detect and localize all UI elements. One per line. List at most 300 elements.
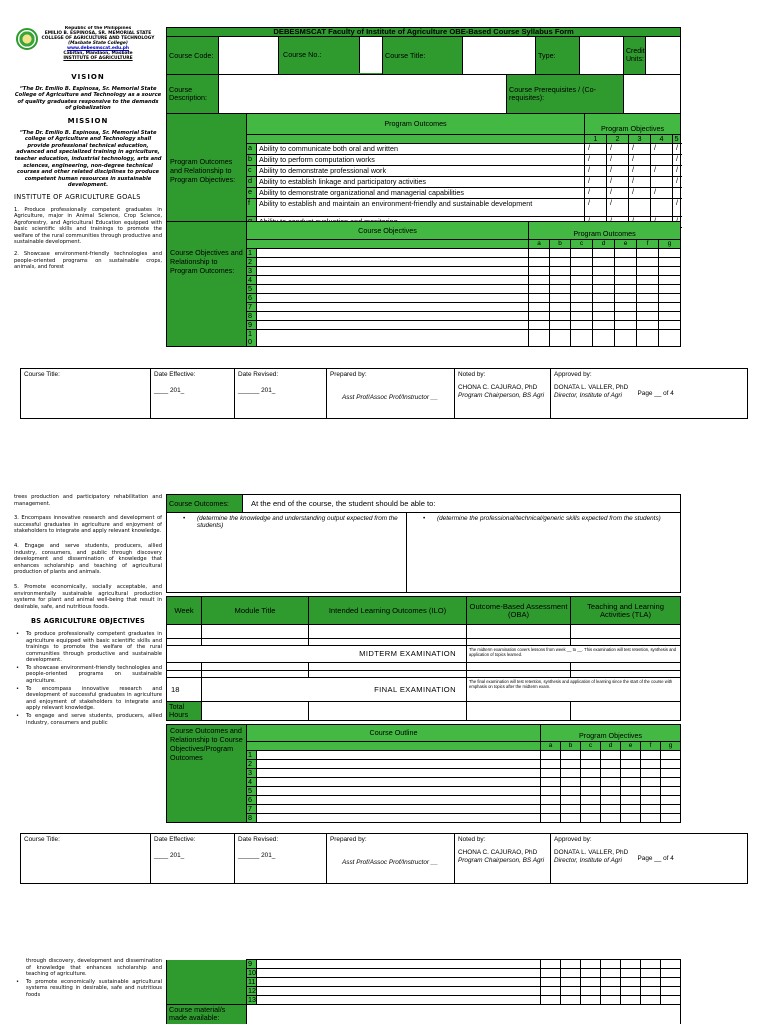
outcome-objective-mark[interactable]: /: [673, 177, 681, 188]
outline-objective-cell[interactable]: [661, 805, 681, 814]
outline-objective-cell[interactable]: [601, 778, 621, 787]
co-outcome-cell[interactable]: [571, 303, 593, 312]
outcome-objective-mark[interactable]: /: [607, 199, 629, 217]
co-outcome-cell[interactable]: [659, 285, 681, 294]
outline-field[interactable]: [257, 796, 541, 805]
co-outcome-cell[interactable]: [593, 267, 615, 276]
outline-objective-cell[interactable]: [541, 996, 561, 1005]
final-label: FINAL EXAMINATION: [202, 678, 467, 702]
co-outcome-cell[interactable]: [593, 303, 615, 312]
co-outcome-cell[interactable]: [593, 294, 615, 303]
course-objective-field[interactable]: [257, 303, 529, 312]
co-outcome-cell[interactable]: [529, 276, 550, 285]
outline-objective-letter: c: [581, 742, 601, 751]
outline-objective-cell[interactable]: [581, 787, 601, 796]
outline-objective-cell[interactable]: [661, 960, 681, 969]
outline-objective-cell[interactable]: [661, 969, 681, 978]
co-outcome-cell[interactable]: [659, 267, 681, 276]
outline-objective-cell[interactable]: [561, 778, 581, 787]
course-objectives-header: Course Objectives: [247, 222, 529, 240]
outline-field[interactable]: [257, 987, 541, 996]
outline-objective-cell[interactable]: [661, 760, 681, 769]
outline-objective-cell[interactable]: [561, 987, 581, 996]
outline-objective-cell[interactable]: [641, 796, 661, 805]
co-outcome-cell[interactable]: [637, 258, 659, 267]
outline-objective-cell[interactable]: [641, 751, 661, 760]
outcome-letter: b: [247, 155, 257, 166]
outline-objective-cell[interactable]: [621, 805, 641, 814]
outcome-objective-mark[interactable]: /: [673, 166, 681, 177]
form-title: DEBESMSCAT Faculty of Institute of Agriculture OBE-Based Course Syllabus Form: [167, 28, 681, 37]
vision-text: “The Dr. Emilio B. Espinosa, Sr. Memorial State College of Agriculture and Technology as a source of quality graduates responsive to the demands of globalization: [14, 85, 162, 112]
course-objective-field[interactable]: [257, 249, 529, 258]
co-outcome-cell[interactable]: [550, 285, 571, 294]
course-objective-field[interactable]: [257, 276, 529, 285]
co-outcome-cell[interactable]: [529, 303, 550, 312]
outcome-objective-mark[interactable]: /: [673, 144, 681, 155]
outline-field[interactable]: [257, 960, 541, 969]
outline-objective-cell[interactable]: [641, 760, 661, 769]
course-objective-number: 4: [247, 276, 257, 285]
co-outcome-cell[interactable]: [550, 249, 571, 258]
co-outcome-cell[interactable]: [615, 285, 637, 294]
website-link[interactable]: www.debesmscat.edu.ph: [66, 46, 130, 51]
outline-objective-cell[interactable]: [601, 987, 621, 996]
outline-objective-cell[interactable]: [621, 787, 641, 796]
outline-objective-cell[interactable]: [561, 814, 581, 823]
sidebar-page-1: [14, 26, 162, 364]
outline-objective-cell[interactable]: [601, 805, 621, 814]
outline-field[interactable]: [257, 996, 541, 1005]
weekly-plan-table: [166, 596, 681, 721]
credit-units-field[interactable]: [646, 37, 681, 75]
outline-objective-cell[interactable]: [601, 996, 621, 1005]
outline-objective-cell[interactable]: [541, 960, 561, 969]
footer-page-number: Page __ of 4: [637, 389, 674, 397]
outcome-objective-mark[interactable]: /: [607, 188, 629, 199]
co-outcome-cell[interactable]: [615, 276, 637, 285]
outline-objective-cell[interactable]: [621, 796, 641, 805]
outline-objective-cell[interactable]: [541, 796, 561, 805]
co-outcome-letter: e: [615, 240, 637, 249]
course-outline-row: [167, 978, 681, 987]
midterm-note: The midterm examination covers lessons from week __ to __. This examination will test retention, synthesis and application of topics learned.: [467, 646, 681, 663]
outline-objective-cell[interactable]: [581, 796, 601, 805]
outline-objective-cell[interactable]: [541, 814, 561, 823]
outcome-objective-mark[interactable]: [673, 188, 681, 199]
course-title-label: Course Title:: [383, 37, 463, 75]
outline-row-number: 13: [248, 995, 256, 1004]
course-outline-continued-table: [166, 959, 681, 1024]
outline-objective-cell[interactable]: [621, 960, 641, 969]
course-objective-number: 9: [247, 321, 257, 330]
course-outline-header: Course Outline: [247, 725, 541, 742]
prerequisites-label: Course Prerequisites / (Co-requisites):: [507, 75, 624, 114]
co-outcome-cell[interactable]: [571, 258, 593, 267]
course-code-label: Course Code:: [167, 37, 219, 75]
co-outcome-cell[interactable]: [529, 267, 550, 276]
outline-row-number: 3: [247, 769, 257, 778]
course-outline-row: [167, 987, 681, 996]
co-outcome-cell[interactable]: [550, 303, 571, 312]
outcome-objective-mark[interactable]: /: [585, 199, 607, 217]
outline-row-number: 1: [247, 751, 257, 760]
co-outcome-cell[interactable]: [593, 258, 615, 267]
sidebar-page-2: [14, 494, 162, 824]
co-outcome-cell[interactable]: [615, 330, 637, 347]
goal-2-continued: trees production and participatory rehabilitation and management.: [14, 494, 162, 507]
outline-objective-cell[interactable]: [601, 969, 621, 978]
footer-course-title: Course Title:: [24, 371, 60, 378]
outline-objective-cell[interactable]: [661, 796, 681, 805]
co-outcome-cell[interactable]: [593, 285, 615, 294]
co-outcome-cell[interactable]: [593, 276, 615, 285]
outcome-letter: f: [247, 199, 257, 217]
outline-objective-cell[interactable]: [561, 960, 581, 969]
co-outcome-cell[interactable]: [529, 321, 550, 330]
outcome-objective-mark[interactable]: /: [673, 199, 681, 217]
type-field[interactable]: [580, 37, 624, 75]
course-outline-label: Course Outcomes and Relationship to Course Objectives/Program Outcomes: [167, 725, 247, 823]
outline-objective-letter: e: [621, 742, 641, 751]
vision-title: VISION: [71, 73, 105, 81]
course-code-field[interactable]: [219, 37, 279, 75]
goal-4: 4. Engage and serve students, producers, allied industry, consumers, and public through discovery development and dissemination of knowledge that enhances scholarship and teaching of agricultural production of plants and animals.: [14, 542, 162, 576]
outcome-objective-mark[interactable]: /: [629, 144, 651, 155]
outline-objective-cell[interactable]: [661, 814, 681, 823]
outcome-objective-mark[interactable]: /: [651, 188, 673, 199]
outline-objective-cell[interactable]: [621, 751, 641, 760]
co-outcome-cell[interactable]: [550, 258, 571, 267]
course-title-field[interactable]: [463, 37, 536, 75]
co-outcome-cell[interactable]: [637, 303, 659, 312]
co-outcome-cell[interactable]: [637, 285, 659, 294]
outline-objective-cell[interactable]: [601, 814, 621, 823]
outcome-objective-mark[interactable]: /: [585, 188, 607, 199]
co-outcome-cell[interactable]: [571, 294, 593, 303]
course-outcomes-intro: At the end of the course, the student should be able to:: [243, 495, 681, 513]
outcome-letter: e: [247, 188, 257, 199]
outline-field[interactable]: [257, 769, 541, 778]
outline-objective-cell[interactable]: [561, 978, 581, 987]
outline-field[interactable]: [257, 814, 541, 823]
outline-objective-cell[interactable]: [581, 987, 601, 996]
co-outcome-cell[interactable]: [659, 276, 681, 285]
course-objective-field[interactable]: [257, 258, 529, 267]
outline-objective-cell[interactable]: [561, 787, 581, 796]
bs-objective-1: • To produce professionally competent graduates in agriculture equipped with basic scientific skills and trainings to promote the welfare of the rural communities through productive and sustainable development.: [14, 631, 162, 664]
outline-objective-cell[interactable]: [541, 969, 561, 978]
outcome-objective-mark[interactable]: [651, 177, 673, 188]
final-note: The final examination will test retention, synthesis and application of learning since the start of the course with emphasis on topics after the midterm exam.: [467, 678, 681, 702]
outline-field[interactable]: [257, 760, 541, 769]
outline-row-number: 4: [247, 778, 257, 787]
outline-objective-cell[interactable]: [661, 751, 681, 760]
outcome-objective-mark[interactable]: /: [651, 166, 673, 177]
materials-label: Course material/s made available:: [167, 1005, 247, 1024]
footer-page-2: Course Title: Date Effective: ____ 201_ Date Revised: ______ 201_ Prepared by: Asst Prof/Assoc Prof/Instructor __ Noted by: CHONA C. CAJURAO, PhD Program Chairperson, BS Agri Approved by: DONATA L. VALLER, PhD Director, Institute of Agri Page __ of 4: [20, 833, 748, 884]
co-outcome-cell[interactable]: [550, 330, 571, 347]
outline-objective-cell[interactable]: [561, 796, 581, 805]
course-outcomes-label: Course Outcomes:: [167, 495, 243, 513]
program-outcomes-label: Program Outcomes and Relationship to Program Objectives:: [167, 114, 247, 228]
course-objective-number: 8: [247, 312, 257, 321]
co-outcome-cell[interactable]: [659, 312, 681, 321]
outline-objective-letter: g: [661, 742, 681, 751]
outline-objective-cell[interactable]: [621, 814, 641, 823]
outcome-bullet-knowledge: (determine the knowledge and understanding output expected from the students) •: [183, 515, 398, 530]
outcome-objective-mark[interactable]: /: [585, 144, 607, 155]
outline-objective-cell[interactable]: [601, 769, 621, 778]
outcome-letter: d: [247, 177, 257, 188]
outcome-text: Ability to communicate both oral and written: [257, 144, 585, 155]
co-outcome-cell[interactable]: [529, 294, 550, 303]
outline-objective-cell[interactable]: [581, 778, 601, 787]
outline-objective-cell[interactable]: [601, 787, 621, 796]
course-objective-field[interactable]: [257, 321, 529, 330]
outline-objective-cell[interactable]: [581, 769, 601, 778]
course-outline-row: [167, 996, 681, 1005]
outline-objective-cell[interactable]: [561, 760, 581, 769]
course-objective-number: 7: [247, 303, 257, 312]
outline-objective-cell[interactable]: [601, 760, 621, 769]
course-objective-number: 5: [247, 285, 257, 294]
co-outcome-cell[interactable]: [529, 312, 550, 321]
outline-objectives-header: Program Objectives: [541, 725, 681, 742]
outline-objective-cell[interactable]: [541, 769, 561, 778]
co-outcome-cell[interactable]: [637, 321, 659, 330]
outline-objective-cell[interactable]: [541, 978, 561, 987]
objective-number-3: 3: [629, 135, 651, 144]
outcome-objective-mark[interactable]: /: [585, 155, 607, 166]
course-objective-field[interactable]: [257, 312, 529, 321]
outline-field[interactable]: [257, 778, 541, 787]
co-outcome-cell[interactable]: [529, 249, 550, 258]
outcome-objective-mark[interactable]: /: [585, 177, 607, 188]
co-outcome-cell[interactable]: [571, 330, 593, 347]
outline-objective-cell[interactable]: [621, 969, 641, 978]
program-outcomes-table: [166, 113, 681, 228]
co-outcome-cell[interactable]: [637, 249, 659, 258]
co-outcome-cell[interactable]: [637, 294, 659, 303]
outcome-bullet-skills: (determine the professional/technical/generic skills expected from the students) •: [423, 515, 661, 522]
outline-objective-letter: b: [561, 742, 581, 751]
outline-objective-cell[interactable]: [661, 987, 681, 996]
co-outcome-cell[interactable]: [615, 258, 637, 267]
co-outcome-cell[interactable]: [529, 285, 550, 294]
outline-objective-cell[interactable]: [581, 969, 601, 978]
co-outcome-letter: d: [593, 240, 615, 249]
co-outcome-cell[interactable]: [550, 276, 571, 285]
outline-objective-cell[interactable]: [641, 996, 661, 1005]
co-outcome-cell[interactable]: [593, 330, 615, 347]
outline-field[interactable]: [257, 751, 541, 760]
type-label: Type:: [536, 37, 580, 75]
co-outcome-cell[interactable]: [659, 330, 681, 347]
outcome-objective-mark[interactable]: /: [607, 177, 629, 188]
course-outline-row: [167, 969, 681, 978]
co-outcome-cell[interactable]: [550, 267, 571, 276]
co-outcome-letter: b: [550, 240, 571, 249]
co-outcome-cell[interactable]: [571, 285, 593, 294]
outline-objective-cell[interactable]: [581, 996, 601, 1005]
outline-field[interactable]: [257, 787, 541, 796]
ilo-header: Intended Learning Outcomes (ILO): [309, 597, 467, 625]
outline-objective-cell[interactable]: [641, 787, 661, 796]
co-outcome-cell[interactable]: [571, 321, 593, 330]
co-outcome-cell[interactable]: [529, 258, 550, 267]
co-outcome-cell[interactable]: [637, 312, 659, 321]
course-no-label: Course No.:: [283, 50, 322, 59]
outline-objective-cell[interactable]: [601, 978, 621, 987]
co-outcome-cell[interactable]: [615, 267, 637, 276]
outline-objective-cell[interactable]: [601, 751, 621, 760]
outline-objective-cell[interactable]: [561, 769, 581, 778]
outline-objective-cell[interactable]: [641, 987, 661, 996]
outcome-objective-mark[interactable]: /: [585, 166, 607, 177]
outline-objective-cell[interactable]: [601, 796, 621, 805]
co-outcome-letter: a: [529, 240, 550, 249]
outline-objective-cell[interactable]: [541, 805, 561, 814]
co-outcome-cell[interactable]: [637, 267, 659, 276]
outcome-objective-mark[interactable]: [629, 199, 651, 217]
co-outcome-cell[interactable]: [659, 249, 681, 258]
prerequisites-field[interactable]: [624, 75, 681, 114]
course-no-field[interactable]: [359, 37, 382, 73]
outline-objective-cell[interactable]: [661, 787, 681, 796]
outline-row-number: 8: [247, 814, 257, 823]
outcome-objective-mark[interactable]: [651, 199, 673, 217]
outline-objective-cell[interactable]: [661, 769, 681, 778]
outline-objective-cell[interactable]: [641, 805, 661, 814]
outline-objective-cell[interactable]: [661, 996, 681, 1005]
outline-objective-cell[interactable]: [541, 787, 561, 796]
outline-objective-cell[interactable]: [541, 778, 561, 787]
co-outcome-cell[interactable]: [659, 303, 681, 312]
co-outcome-cell[interactable]: [659, 294, 681, 303]
outline-field[interactable]: [257, 805, 541, 814]
course-objective-number: 2: [247, 258, 257, 267]
co-outcome-cell[interactable]: [593, 249, 615, 258]
outline-objective-cell[interactable]: [621, 978, 641, 987]
outline-objective-cell[interactable]: [621, 996, 641, 1005]
outline-objective-cell[interactable]: [581, 751, 601, 760]
total-hours-label: Total Hours: [167, 702, 202, 721]
outline-objective-cell[interactable]: [661, 978, 681, 987]
co-outcome-cell[interactable]: [637, 330, 659, 347]
co-outcome-cell[interactable]: [529, 330, 550, 347]
co-outcome-cell[interactable]: [550, 312, 571, 321]
outline-objective-cell[interactable]: [581, 805, 601, 814]
outcome-objective-mark[interactable]: /: [673, 155, 681, 166]
outcome-objective-mark[interactable]: [651, 155, 673, 166]
outline-objective-cell[interactable]: [621, 987, 641, 996]
outcome-objective-mark[interactable]: /: [629, 155, 651, 166]
co-outcome-cell[interactable]: [615, 312, 637, 321]
goal-1: 1. Produce professionally competent graduates in Agriculture, major in Animal Science, Crop Science, Agroforestry, and Agricultural Education equipped with basic scientific skills and trainings to promote the welfare of the rural communities through productive and sustainable development.: [14, 206, 162, 246]
outline-objective-cell[interactable]: [641, 778, 661, 787]
co-outcome-cell[interactable]: [615, 249, 637, 258]
tla-header: Teaching and Learning Activities (TLA): [571, 597, 681, 625]
outcome-objective-mark[interactable]: /: [607, 155, 629, 166]
co-outcome-cell[interactable]: [571, 312, 593, 321]
outcome-objective-mark[interactable]: /: [629, 188, 651, 199]
outcome-objective-mark[interactable]: /: [607, 166, 629, 177]
course-objective-field[interactable]: [257, 267, 529, 276]
outline-objective-cell[interactable]: [561, 996, 581, 1005]
outcome-objective-mark[interactable]: /: [607, 144, 629, 155]
co-outcome-cell[interactable]: [659, 321, 681, 330]
bs-objectives-title: BS AGRICULTURE OBJECTIVES: [31, 617, 145, 626]
midterm-label: MIDTERM EXAMINATION: [167, 646, 467, 663]
outline-objective-cell[interactable]: [561, 805, 581, 814]
outline-objective-cell[interactable]: [561, 751, 581, 760]
outline-objective-cell[interactable]: [581, 814, 601, 823]
outline-objective-cell[interactable]: [541, 987, 561, 996]
co-outcome-letter: f: [637, 240, 659, 249]
outline-objective-cell[interactable]: [561, 969, 581, 978]
outline-objective-cell[interactable]: [621, 760, 641, 769]
bs-objective-2: • To showcase environment-friendly technologies and people-oriented programs on sustainable agriculture.: [14, 665, 162, 685]
co-outcome-cell[interactable]: [593, 321, 615, 330]
outline-objective-cell[interactable]: [661, 778, 681, 787]
co-outcome-cell[interactable]: [571, 267, 593, 276]
co-outcome-cell[interactable]: [615, 294, 637, 303]
outline-objective-cell[interactable]: [581, 960, 601, 969]
co-outcome-cell[interactable]: [615, 303, 637, 312]
outline-objective-cell[interactable]: [581, 760, 601, 769]
course-description-field[interactable]: [219, 75, 507, 114]
outline-field[interactable]: [257, 978, 541, 987]
outline-objective-cell[interactable]: [541, 760, 561, 769]
co-outcome-letter: g: [659, 240, 681, 249]
outline-row-number: 11: [248, 977, 256, 986]
outline-field[interactable]: [257, 969, 541, 978]
outcome-text: Ability to demonstrate professional work: [257, 166, 585, 177]
outline-objective-cell[interactable]: [641, 960, 661, 969]
co-outcome-cell[interactable]: [659, 258, 681, 267]
outline-objective-cell[interactable]: [641, 814, 661, 823]
outline-objective-cell[interactable]: [581, 978, 601, 987]
outcome-objective-mark[interactable]: /: [651, 144, 673, 155]
outcome-objective-mark[interactable]: /: [629, 166, 651, 177]
footer-page-1: Course Title: Date Effective: ____ 201_ Date Revised: ______ 201_ Prepared by: Asst Prof/Assoc Prof/Instructor __ Noted by: CHONA C. CAJURAO, PhD Program Chairperson, BS Agri Approved by: DONATA L. VALLER, PhD Director, Institute of Agri Page __ of 4: [20, 368, 748, 419]
outline-objective-cell[interactable]: [541, 751, 561, 760]
outline-objective-cell[interactable]: [621, 778, 641, 787]
outline-objective-cell[interactable]: [641, 969, 661, 978]
outline-objective-letter: d: [601, 742, 621, 751]
co-outcome-cell[interactable]: [637, 276, 659, 285]
course-objective-field[interactable]: [257, 285, 529, 294]
outcome-objective-mark[interactable]: /: [629, 177, 651, 188]
outline-objective-cell[interactable]: [621, 769, 641, 778]
co-outcome-cell[interactable]: [571, 276, 593, 285]
outline-row-number: 7: [247, 805, 257, 814]
outcome-text: Ability to establish and maintain an environment-friendly and sustainable development: [257, 199, 585, 217]
co-outcome-cell[interactable]: [615, 321, 637, 330]
course-objective-field[interactable]: [257, 294, 529, 303]
course-objective-field[interactable]: [257, 330, 529, 347]
co-outcome-cell[interactable]: [550, 294, 571, 303]
co-outcome-cell[interactable]: [571, 249, 593, 258]
co-outcome-cell[interactable]: [593, 312, 615, 321]
outline-objective-cell[interactable]: [601, 960, 621, 969]
co-outcome-cell[interactable]: [550, 321, 571, 330]
materials-field[interactable]: [247, 1005, 681, 1024]
outline-objective-cell[interactable]: [641, 769, 661, 778]
outcome-letter: a: [247, 144, 257, 155]
outline-objective-cell[interactable]: [641, 978, 661, 987]
